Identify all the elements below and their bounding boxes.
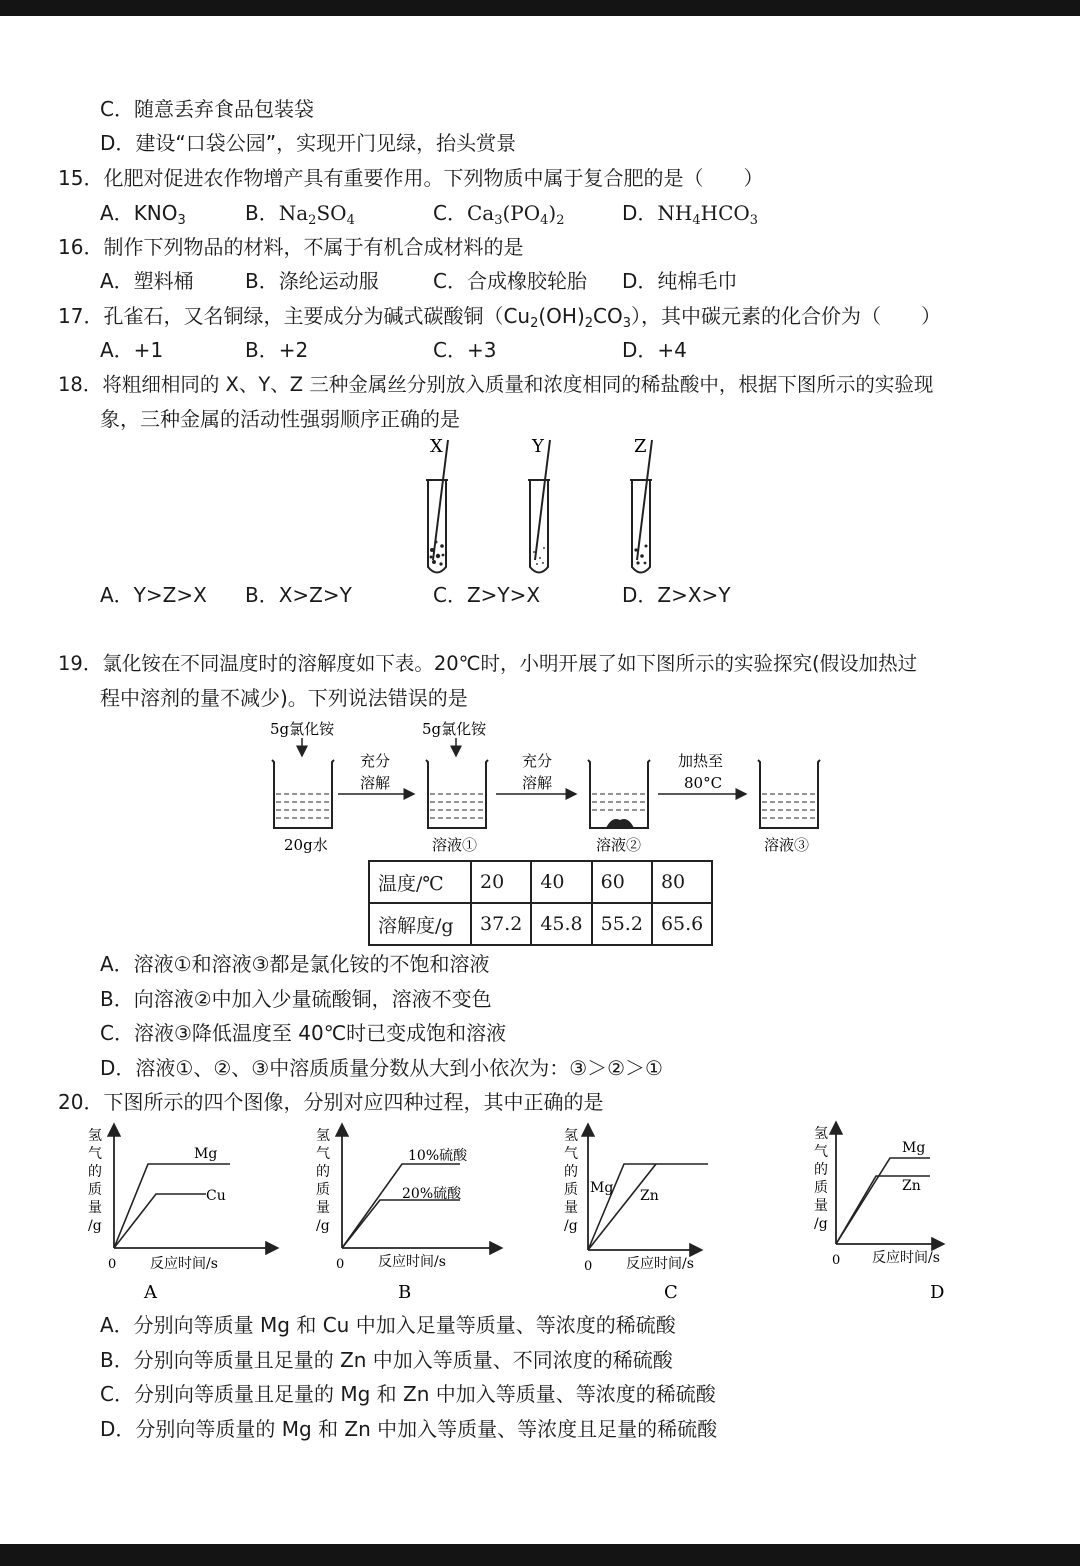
y-label-char: /g [88,1218,102,1234]
arrow2-bot: 溶解 [522,774,553,792]
series-label-zn: Zn [640,1188,659,1204]
y-label-char: 质 [88,1182,102,1198]
y-label-char: 的 [316,1164,330,1180]
top-border [0,0,1080,16]
q15-option-c: C．$Ca_3(PO_4)_2$ [433,201,565,228]
origin-label: 0 [108,1257,117,1272]
q20-option-b: B．分别向等质量且足量的 Zn 中加入等质量、不同浓度的稀硫酸 [100,1348,673,1372]
y-label-char: 质 [564,1182,578,1198]
y-label-char: /g [564,1218,578,1234]
x-axis-label: 反应时间/s [150,1256,218,1272]
beaker2-label: 溶液② [596,836,642,854]
arrow2-top: 充分 [522,752,553,770]
beaker-solution-2 [588,760,650,854]
table-header: 温度/℃ [369,861,471,903]
series-label-cu: Cu [206,1188,226,1204]
q15-option-d: D．$NH_4HCO_3$ [622,201,759,228]
y-label-char: 的 [814,1162,828,1178]
series-label-10pct: 10%硫酸 [408,1148,468,1164]
table-cell: 20 [471,861,531,903]
q18-option-b: B．X>Z>Y [245,583,352,607]
q17-stem: 17．孔雀石，又名铜绿，主要成分为碱式碳酸铜$(Cu_2(OH)_2CO_3)$，其中碳元素的化合价为（ ） [58,304,942,331]
series-line-zn [588,1164,656,1250]
arrow1-top: 充分 [360,752,391,770]
series-label-zn: Zn [902,1178,921,1194]
y-label-char: 的 [564,1164,578,1180]
table-row [369,861,712,903]
graph-a [88,1126,276,1303]
y-label-char: 气 [814,1144,828,1160]
q20-option-a: A．分别向等质量 Mg 和 Cu 中加入足量等质量、等浓度的稀硫酸 [100,1313,676,1337]
q16-stem: 16．制作下列物品的材料，不属于有机合成材料的是 [58,235,524,259]
q15-option-b: B．$Na_2SO_4$ [245,201,355,228]
y-label-char: 气 [88,1146,102,1162]
y-label-char: 气 [564,1146,578,1162]
graph-b [316,1126,500,1303]
table-cell: 65.6 [652,903,712,945]
tube-x-label: X [430,436,443,457]
y-label-char: 量 [814,1198,828,1214]
graph-d [814,1124,944,1303]
arrow3-bot: 80°C [684,774,723,792]
y-label-char: 量 [88,1200,102,1216]
q16-option-d: D．纯棉毛巾 [622,269,738,293]
tube-x [426,436,448,573]
origin-label: 0 [584,1259,593,1274]
q17-option-d: D．+4 [622,338,687,362]
add2-label: 5g氯化铵 [422,720,487,738]
q19-option-d: D．溶液①、②、③中溶质质量分数从大到小依次为：③＞②＞① [100,1056,663,1080]
q19-stem-line1: 19．氯化铵在不同温度时的溶解度如下表。20℃时，小明开展了如下图所示的实验探究(假设加热过 [58,652,918,675]
q15-stem: 15．化肥对促进农作物增产具有重要作用。下列物质中属于复合肥的是（ ） [58,166,764,190]
y-label-char: 气 [316,1146,330,1162]
series-label-mg: Mg [194,1146,218,1162]
q19-option-b: B．向溶液②中加入少量硫酸铜，溶液不变色 [100,987,492,1011]
q18-option-a: A．Y>Z>X [100,583,207,607]
table-cell: 45.8 [531,903,591,945]
table-cell: 60 [592,861,652,903]
y-label-char: 氢 [564,1128,578,1144]
add1-label: 5g氯化铵 [270,720,335,738]
beaker3-label: 溶液③ [764,836,810,854]
arrow1-bot: 溶解 [360,774,391,792]
q14-option-d: D．建设“口袋公园”，实现开门见绿，抬头赏景 [100,131,517,155]
tube-z-label: Z [634,436,647,457]
graph-c [564,1126,708,1303]
series-line-cu [114,1194,206,1248]
q16-option-a: A．塑料桶 [100,269,194,293]
tube-y-label: Y [532,436,544,457]
series-label-mg: Mg [902,1140,926,1156]
q18-stem-line2: 象，三种金属的活动性强弱顺序正确的是 [100,407,460,431]
tube-z [630,436,652,573]
bottom-border [0,1544,1080,1566]
q17-option-a: A．+1 [100,338,164,362]
y-label-char: 氢 [814,1126,828,1142]
q20-graphs [80,1118,960,1308]
graph-d-letter: D [930,1282,945,1303]
graph-c-letter: C [664,1282,678,1303]
series-line-mg [588,1164,708,1250]
graph-b-letter: B [398,1282,412,1303]
table-row [369,903,712,945]
series-line-mg [836,1158,930,1244]
tube-y [528,436,550,573]
x-axis-label: 反应时间/s [872,1250,940,1266]
q16-option-b: B．涤纶运动服 [245,269,379,293]
origin-label: 0 [336,1257,345,1272]
arrow3-top: 加热至 [678,752,724,770]
y-label-char: 量 [564,1200,578,1216]
q18-stem-line1: 18．将粗细相同的 X、Y、Z 三种金属丝分别放入质量和浓度相同的稀盐酸中，根据下图所示的实验现 [58,373,934,396]
series-line-mg [114,1164,230,1248]
beaker-solution-1 [426,760,488,854]
q20-stem: 20．下图所示的四个图像，分别对应四种过程，其中正确的是 [58,1090,604,1114]
q19-experiment-diagram [262,712,832,858]
beaker-solution-3 [758,760,820,854]
q15-option-a: A．$KNO_3$ [100,201,186,228]
q19-option-a: A．溶液①和溶液③都是氯化铵的不饱和溶液 [100,952,490,976]
q17-option-c: C．+3 [433,338,497,362]
q19-option-c: C．溶液③降低温度至 40℃时已变成饱和溶液 [100,1021,507,1045]
y-label-char: /g [316,1218,330,1234]
q16-option-c: C．合成橡胶轮胎 [433,269,587,293]
table-cell: 80 [652,861,712,903]
solubility-table [368,860,713,946]
y-label-char: 氢 [316,1128,330,1144]
q19-stem-line2: 程中溶剂的量不减少)。下列说法错误的是 [100,686,468,710]
y-label-char: 质 [814,1180,828,1196]
table-cell: 37.2 [471,903,531,945]
graph-a-letter: A [144,1282,157,1303]
table-cell: 40 [531,861,591,903]
table-header: 溶解度/g [369,903,471,945]
y-label-char: 量 [316,1200,330,1216]
beaker1-label: 溶液① [432,836,478,854]
q20-option-c: C．分别向等质量且足量的 Mg 和 Zn 中加入等质量、等浓度的稀硫酸 [100,1382,716,1406]
q14-option-c: C．随意丢弃食品包装袋 [100,97,314,121]
series-label-20pct: 20%硫酸 [402,1186,462,1202]
q18-option-c: C．Z>Y>X [433,583,541,607]
q20-option-d: D．分别向等质量的 Mg 和 Zn 中加入等质量、等浓度且足量的稀硫酸 [100,1417,718,1441]
x-axis-label: 反应时间/s [378,1254,446,1270]
y-label-char: 的 [88,1164,102,1180]
table-cell: 55.2 [592,903,652,945]
beaker-water [272,760,334,854]
series-label-mg: Mg [590,1180,614,1196]
beaker0-label: 20g水 [284,836,328,854]
y-label-char: /g [814,1216,828,1232]
origin-label: 0 [832,1253,841,1268]
q17-option-b: B．+2 [245,338,309,362]
series-line-10pct [342,1164,460,1248]
q18-test-tubes [400,432,680,582]
x-axis-label: 反应时间/s [626,1256,694,1272]
y-label-char: 氢 [88,1128,102,1144]
y-label-char: 质 [316,1182,330,1198]
q18-option-d: D．Z>X>Y [622,583,731,607]
